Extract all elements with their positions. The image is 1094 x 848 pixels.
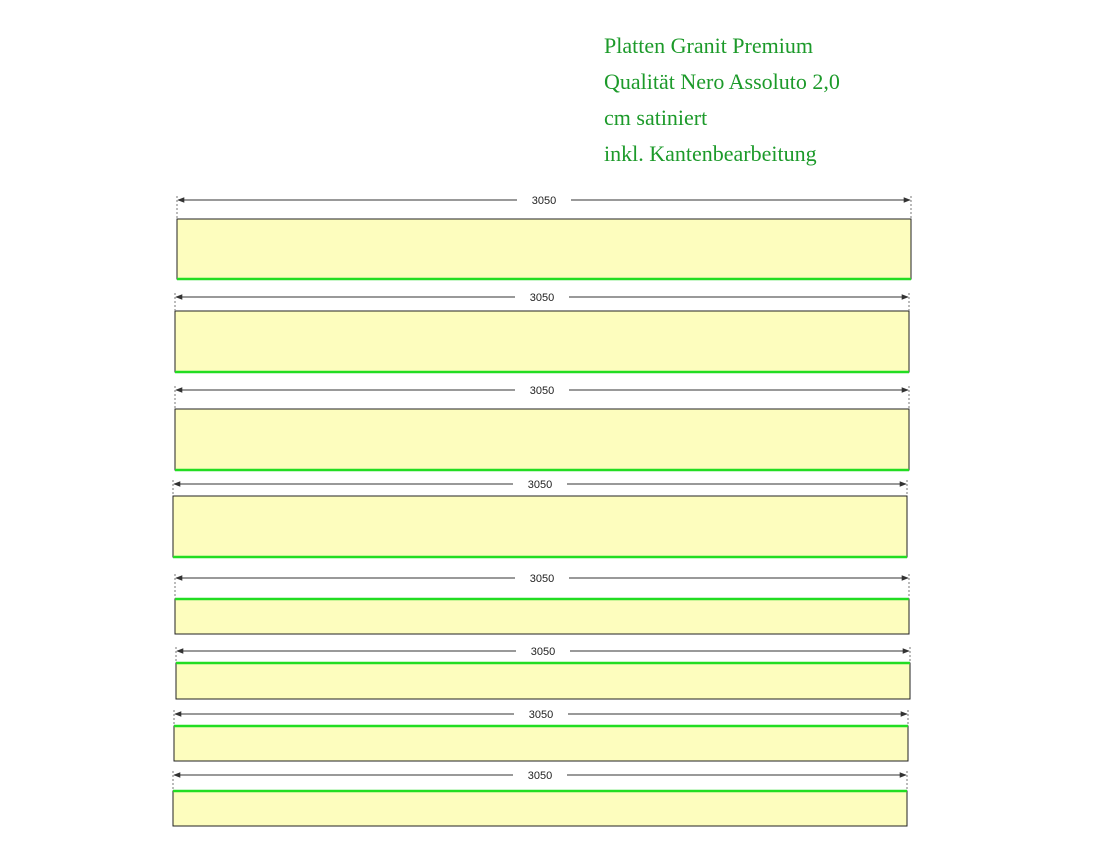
dimension-label: 3050 (530, 646, 556, 658)
title-line-4: inkl. Kantenbearbeitung (604, 141, 817, 166)
panel-body (175, 599, 909, 634)
dimension-label: 3050 (529, 292, 555, 304)
panel-2 (175, 292, 909, 372)
dimension-label: 3050 (531, 195, 557, 207)
title-line-3: cm satiniert (604, 105, 708, 130)
panel-body (176, 663, 910, 699)
panel-6 (176, 646, 910, 699)
dimension-label: 3050 (529, 385, 555, 397)
title-line-1: Platten Granit Premium (604, 33, 813, 58)
panel-1 (177, 195, 911, 279)
panel-4 (173, 479, 907, 557)
panel-3 (175, 385, 909, 470)
dimension-label: 3050 (527, 479, 553, 491)
panel-body (175, 311, 909, 372)
panel-body (173, 791, 907, 826)
panel-body (174, 726, 908, 761)
title-line-2: Qualität Nero Assoluto 2,0 (604, 69, 840, 94)
dimension-label: 3050 (527, 770, 553, 782)
panel-7 (174, 709, 908, 761)
dimension-label: 3050 (529, 573, 555, 585)
panel-body (175, 409, 909, 470)
dimension-label: 3050 (528, 709, 554, 721)
panel-body (177, 219, 911, 279)
panel-8 (173, 770, 907, 826)
panel-body (173, 496, 907, 557)
panel-5 (175, 573, 909, 634)
